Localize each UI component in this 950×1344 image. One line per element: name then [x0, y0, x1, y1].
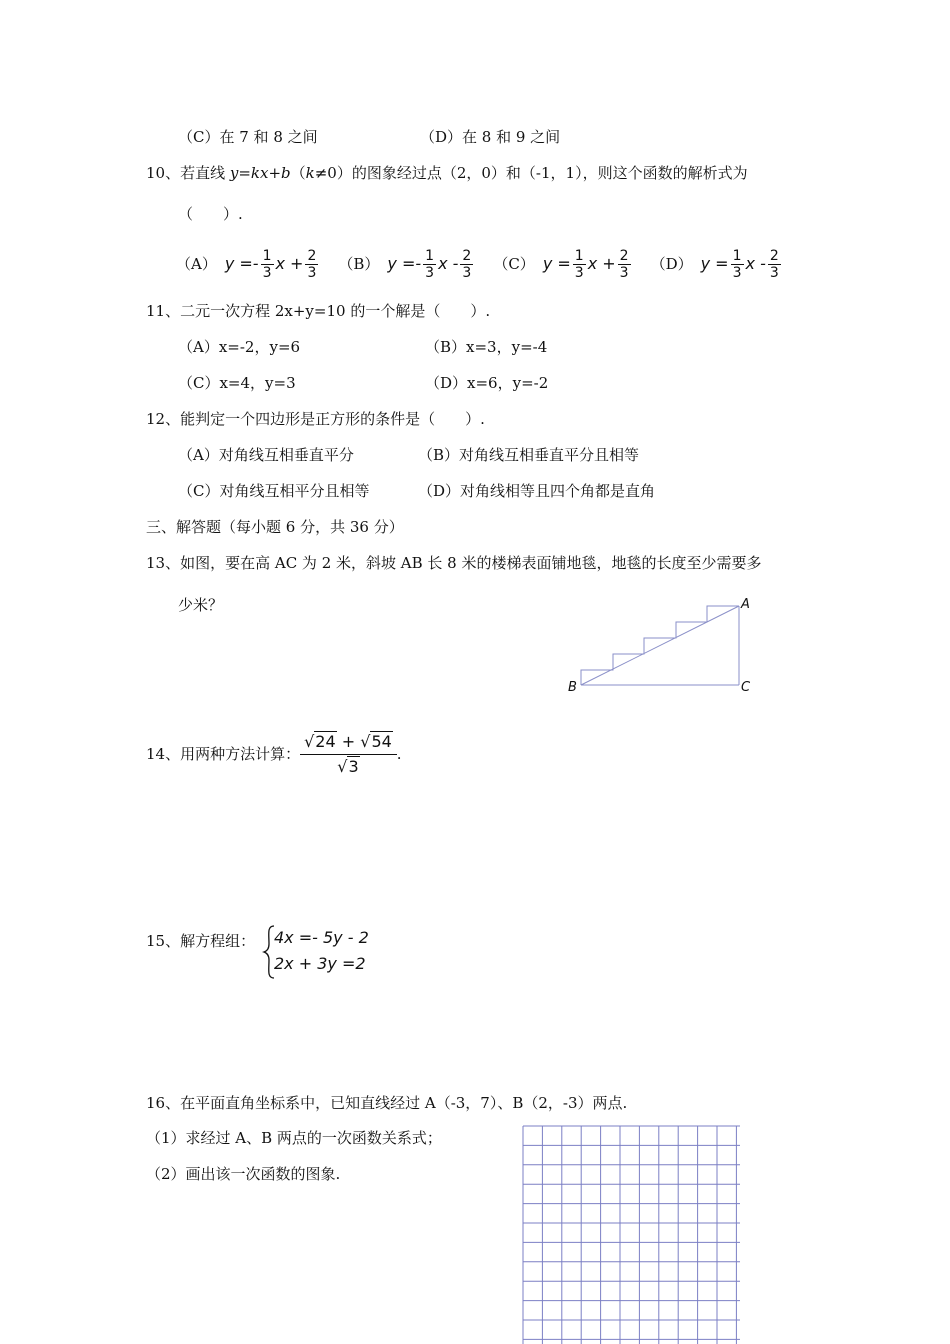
q10-option-b-label: （B） — [338, 255, 380, 273]
q10-stem: 10、若直线 y=kx+b（k≠0）的图象经过点（2，0）和（-1，1），则这个函数的解析式为 — [146, 164, 748, 182]
q10-option-c-label: （C） — [493, 255, 535, 273]
staircase-figure — [560, 592, 760, 692]
q10-option-a-frac1: $\frac{1}{3}$ — [262, 247, 272, 281]
q10-option-c-frac2: $\frac{2}{3}$ — [619, 247, 629, 281]
q10-option-a-lhs: y =- — [224, 254, 259, 273]
q10-option-d-label: （D） — [650, 255, 693, 273]
q10-option-a-label: （A） — [176, 255, 217, 273]
q12-option-a: （A）对角线互相垂直平分 — [178, 446, 354, 464]
q11-option-c: （C）x=4，y=3 — [178, 374, 296, 392]
q9-option-c: （C）在 7 和 8 之间 — [178, 128, 318, 146]
q15-eq1: 4x =- 5y - 2 — [274, 928, 369, 947]
q14-stem: 14、用两种方法计算： — [146, 745, 301, 763]
q12-option-b: （B）对角线互相垂直平分且相等 — [418, 446, 640, 464]
q11-option-d: （D）x=6，y=-2 — [425, 374, 549, 392]
q9-option-d: （D）在 8 和 9 之间 — [420, 128, 561, 146]
coordinate-grid — [522, 1125, 742, 1344]
q13-stem-line2: 少米？ — [178, 596, 224, 614]
q11-option-b: （B）x=3，y=-4 — [425, 338, 548, 356]
q10-option-d-frac1: $\frac{1}{3}$ — [732, 247, 742, 281]
q13-stem-line1: 13、如图，要在高 AC 为 2 米，斜坡 AB 长 8 米的楼梯表面铺地毯，地毯的长度至少需要多 — [146, 554, 762, 572]
q14-row: 14、用两种方法计算： $\frac{√24 + √54}{√3}$ . — [146, 726, 402, 782]
q10-option-b-frac2: $\frac{2}{3}$ — [462, 247, 472, 281]
q10-option-d-frac2: $\frac{2}{3}$ — [769, 247, 779, 281]
q16-stem: 16、在平面直角坐标系中，已知直线经过 A（-3，7）、B（2，-3）两点. — [146, 1094, 628, 1112]
section-3-title: 三、解答题（每小题 6 分，共 36 分） — [146, 518, 404, 536]
label-c: C — [741, 680, 751, 692]
q12-stem: 12、能判定一个四边形是正方形的条件是（ ）. — [146, 410, 485, 428]
q16-part2: （2）画出该一次函数的图象. — [146, 1165, 341, 1183]
q11-option-a: （A）x=-2，y=6 — [178, 338, 301, 356]
q11-stem: 11、二元一次方程 2x+y=10 的一个解是（ ）. — [146, 302, 491, 320]
q15-system — [274, 925, 369, 977]
label-a: A — [741, 597, 750, 612]
q12-option-d: （D）对角线相等且四个角都是直角 — [418, 482, 656, 500]
q15-eq2: 2x + 3y =2 — [274, 954, 366, 973]
q10-option-b-frac1: $\frac{1}{3}$ — [425, 247, 435, 281]
q10-option-a-frac2: $\frac{2}{3}$ — [307, 247, 317, 281]
q10-answer-paren: （ ）. — [178, 205, 243, 223]
label-b: B — [568, 680, 577, 692]
q10-options: （A） y =- $\frac{1}{3}$ x + $\frac{2}{3}$ （B） y =- $\frac{1}{3}$ x - $\frac{2}{3}$ （C） y = $\frac{1}{3}$ x + $\frac{2}{3}$ （D） y = $\frac{1}{3}$ x - $\frac{2}{3}$ — [176, 247, 779, 281]
slope-ab — [581, 606, 739, 685]
q10-option-c-frac1: $\frac{1}{3}$ — [574, 247, 584, 281]
q15-stem: 15、解方程组： — [146, 932, 256, 950]
q16-part1: （1）求经过 A、B 两点的一次函数关系式； — [146, 1129, 442, 1147]
q12-option-c: （C）对角线互相平分且相等 — [178, 482, 370, 500]
q14-expression: $\frac{√24 + √54}{√3}$ — [300, 730, 397, 779]
